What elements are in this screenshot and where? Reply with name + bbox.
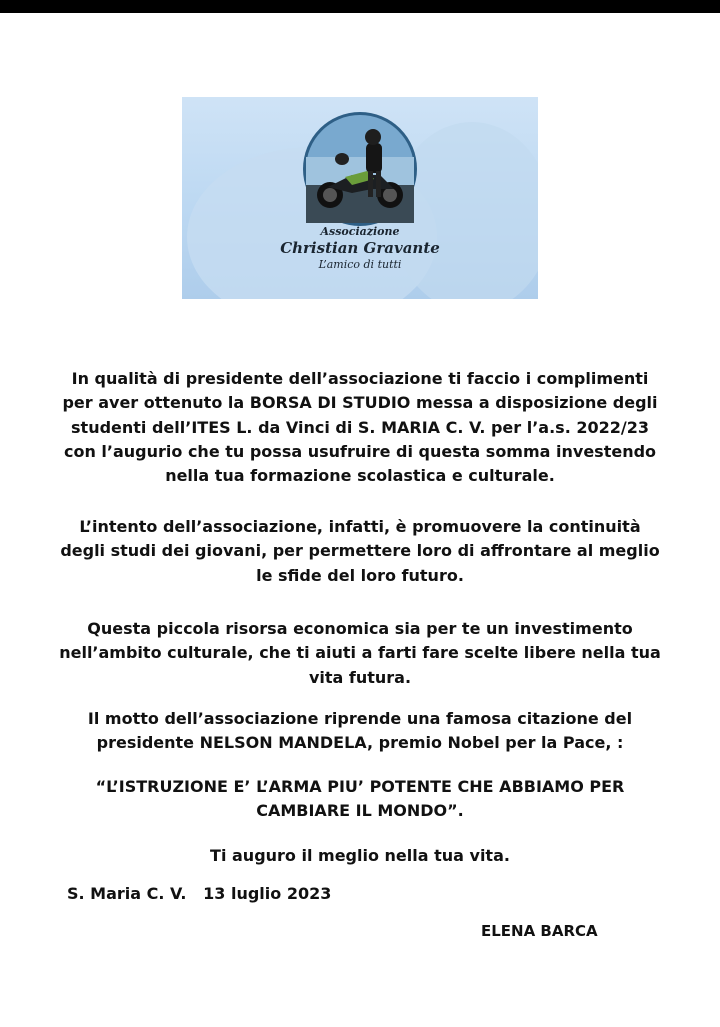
paragraph-quote: “L’ISTRUZIONE E’ L’ARMA PIU’ POTENTE CHE ABBIAMO PER CAMBIARE IL MONDO”. (95, 777, 625, 821)
status-bar (0, 0, 720, 13)
place-date: S. Maria C. V. 13 luglio 2023 (67, 884, 332, 903)
signature: ELENA BARCA (481, 922, 598, 940)
paragraph-motto: Il motto dell’associazione riprende una famosa citazione del presidente NELSON MANDELA, premio Nobel per la Pace, : (87, 709, 633, 753)
paragraph-resource: Questa piccola risorsa economica sia per te un investimento nell’ambito culturale, che ti aiuti a farti fare scelte libere nella tua vita futura. (59, 619, 661, 687)
logo-caption (182, 225, 538, 272)
logo-line-name: Christian Gravante (280, 239, 440, 257)
logo-line-motto: L’amico di tutti (318, 258, 402, 271)
association-logo (182, 97, 538, 299)
paragraph-intent: L’intento dell’associazione, infatti, è promuovere la continuità degli studi dei giovani, per permettere loro di affrontare al meglio le sfide del loro futuro. (60, 517, 660, 585)
logo-line-association: Associazione (320, 225, 400, 238)
paragraph-congratulations: In qualità di presidente dell’associazione ti faccio i complimenti per aver ottenuto la BORSA DI STUDIO messa a disposizione degli studenti dell’ITES L. da Vinci di S. MARIA C. V. per l’a.s. 2022/23 con l’augurio che tu possa usufruire di questa somma investendo nella tua formazione scolastica e culturale. (62, 369, 658, 486)
paragraph-wishes: Ti auguro il meglio nella tua vita. (210, 846, 510, 865)
